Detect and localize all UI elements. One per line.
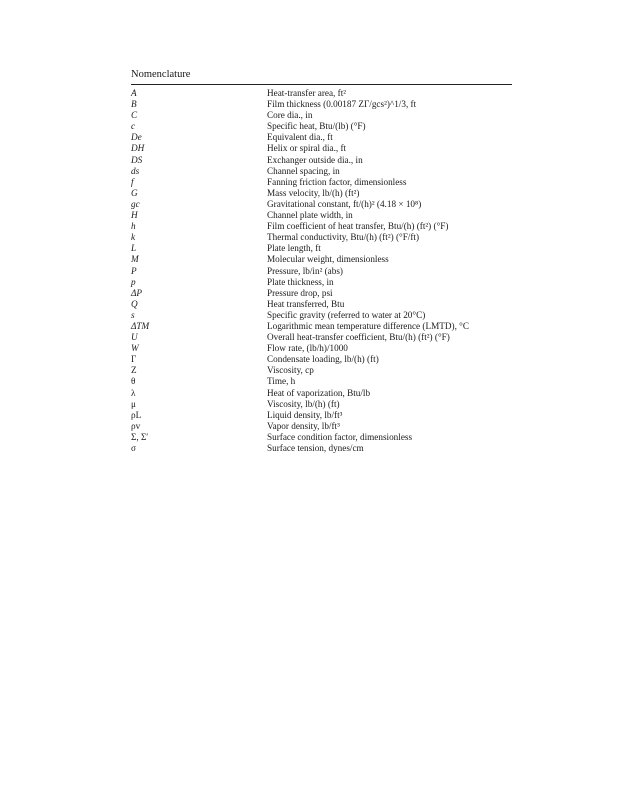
nomenclature-definition: Plate thickness, in (267, 276, 334, 287)
nomenclature-symbol: s (131, 309, 135, 320)
nomenclature-definition: Vapor density, lb/ft³ (267, 420, 340, 431)
nomenclature-row (131, 277, 512, 288)
nomenclature-row (131, 343, 512, 354)
nomenclature-symbol: f (131, 176, 134, 187)
nomenclature-row (131, 232, 512, 243)
nomenclature-row (131, 188, 512, 199)
nomenclature-row (131, 443, 512, 454)
nomenclature-symbol: M (131, 254, 139, 265)
nomenclature-definition: Channel spacing, in (267, 165, 340, 176)
nomenclature-definition: Condensate loading, lb/(h) (ft) (267, 354, 379, 365)
nomenclature-symbol: DS (131, 154, 143, 165)
nomenclature-symbol: L (131, 243, 137, 254)
nomenclature-row (131, 321, 512, 332)
nomenclature-definition: Equivalent dia., ft (267, 132, 333, 143)
nomenclature-symbol: p (131, 276, 136, 287)
nomenclature-symbol: DH (131, 143, 145, 154)
nomenclature-definition: Helix or spiral dia., ft (267, 143, 347, 154)
nomenclature-symbol: ds (131, 165, 140, 176)
nomenclature-row (131, 288, 512, 299)
nomenclature-definition: Viscosity, cp (267, 365, 314, 376)
nomenclature-row (131, 243, 512, 254)
nomenclature-heading: Nomenclature (131, 69, 191, 80)
nomenclature-symbol: ΔTM (131, 320, 150, 331)
nomenclature-symbol: μ (131, 398, 136, 409)
nomenclature-definition: Film coefficient of heat transfer, Btu/(h) (ft²) (°F) (267, 221, 449, 232)
nomenclature-definition: Film thickness (0.00187 ZΓ/gcs²)^1/3, ft (267, 99, 417, 110)
nomenclature-definition: Pressure, lb/in² (abs) (267, 265, 343, 276)
nomenclature-row (131, 354, 512, 365)
nomenclature-definition: Plate length, ft (267, 243, 321, 254)
nomenclature-row (131, 110, 512, 121)
nomenclature-definition: Thermal conductivity, Btu/(h) (ft²) (°F/ft) (267, 232, 420, 243)
nomenclature-definition: Logarithmic mean temperature difference (LMTD), °C (267, 320, 469, 331)
nomenclature-symbol: k (131, 232, 136, 243)
nomenclature-symbol: σ (131, 443, 136, 453)
nomenclature-row (131, 365, 512, 376)
nomenclature-definition: Overall heat-transfer coefficient, Btu/(h) (ft²) (°F) (267, 332, 450, 343)
nomenclature-row (131, 210, 512, 221)
nomenclature-symbol: h (131, 221, 136, 232)
nomenclature-symbol: ρv (131, 420, 141, 431)
nomenclature-definition: Surface tension, dynes/cm (267, 443, 364, 453)
nomenclature-row (131, 432, 512, 443)
nomenclature-definition: Pressure drop, psi (267, 287, 333, 298)
nomenclature-row (131, 421, 512, 432)
heading-rule (131, 84, 512, 85)
nomenclature-row (131, 310, 512, 321)
nomenclature-definition: Heat-transfer area, ft² (267, 88, 347, 98)
nomenclature-definition: Specific gravity (referred to water at 20°C) (267, 309, 426, 320)
nomenclature-row (131, 376, 512, 387)
nomenclature-row (131, 199, 512, 210)
nomenclature-symbol: G (131, 187, 138, 198)
nomenclature-symbol: Σ, Σ′ (131, 431, 149, 442)
nomenclature-definition: Surface condition factor, dimensionless (267, 431, 413, 442)
nomenclature-row (131, 177, 512, 188)
nomenclature-row (131, 132, 512, 143)
nomenclature-row (131, 166, 512, 177)
nomenclature-table (131, 88, 512, 454)
nomenclature-row (131, 99, 512, 110)
nomenclature-row (131, 410, 512, 421)
nomenclature-symbol: De (131, 132, 142, 143)
nomenclature-symbol: Z (131, 365, 137, 376)
nomenclature-row (131, 88, 512, 99)
nomenclature-symbol: U (131, 332, 138, 343)
nomenclature-symbol: W (131, 343, 139, 354)
nomenclature-definition: Mass velocity, lb/(h) (ft²) (267, 187, 360, 198)
nomenclature-row (131, 155, 512, 166)
nomenclature-definition: Heat transferred, Btu (267, 298, 345, 309)
nomenclature-row (131, 221, 512, 232)
nomenclature-symbol: B (131, 99, 137, 110)
nomenclature-definition: Time, h (267, 376, 296, 387)
nomenclature-definition: Channel plate width, in (267, 210, 353, 221)
nomenclature-symbol: C (131, 110, 138, 121)
nomenclature-row (131, 121, 512, 132)
nomenclature-symbol: Γ (131, 354, 137, 365)
nomenclature-definition: Core dia., in (267, 110, 313, 121)
nomenclature-row (131, 332, 512, 343)
nomenclature-symbol: ΔP (131, 287, 143, 298)
nomenclature-row (131, 266, 512, 277)
nomenclature-definition: Heat of vaporization, Btu/lb (267, 387, 371, 398)
nomenclature-symbol: λ (131, 387, 136, 398)
nomenclature-definition: Exchanger outside dia., in (267, 154, 363, 165)
nomenclature-symbol: θ (131, 376, 136, 387)
nomenclature-row (131, 399, 512, 410)
nomenclature-symbol: gc (131, 198, 140, 209)
nomenclature-symbol: A (131, 88, 137, 98)
nomenclature-symbol: Q (131, 298, 138, 309)
nomenclature-symbol: H (131, 210, 138, 221)
nomenclature-definition: Liquid density, lb/ft³ (267, 409, 343, 420)
nomenclature-definition: Flow rate, (lb/h)/1000 (267, 343, 348, 354)
nomenclature-row (131, 254, 512, 265)
nomenclature-row (131, 143, 512, 154)
nomenclature-definition: Specific heat, Btu/(lb) (°F) (267, 121, 366, 132)
nomenclature-definition: Molecular weight, dimensionless (267, 254, 389, 265)
nomenclature-definition: Viscosity, lb/(h) (ft) (267, 398, 340, 409)
nomenclature-symbol: P (131, 265, 137, 276)
nomenclature-symbol: c (131, 121, 136, 132)
nomenclature-row (131, 388, 512, 399)
nomenclature-definition: Fanning friction factor, dimensionless (267, 176, 407, 187)
nomenclature-row (131, 299, 512, 310)
nomenclature-definition: Gravitational constant, ft/(h)² (4.18 × 10⁸) (267, 198, 422, 209)
nomenclature-symbol: ρL (131, 409, 142, 420)
